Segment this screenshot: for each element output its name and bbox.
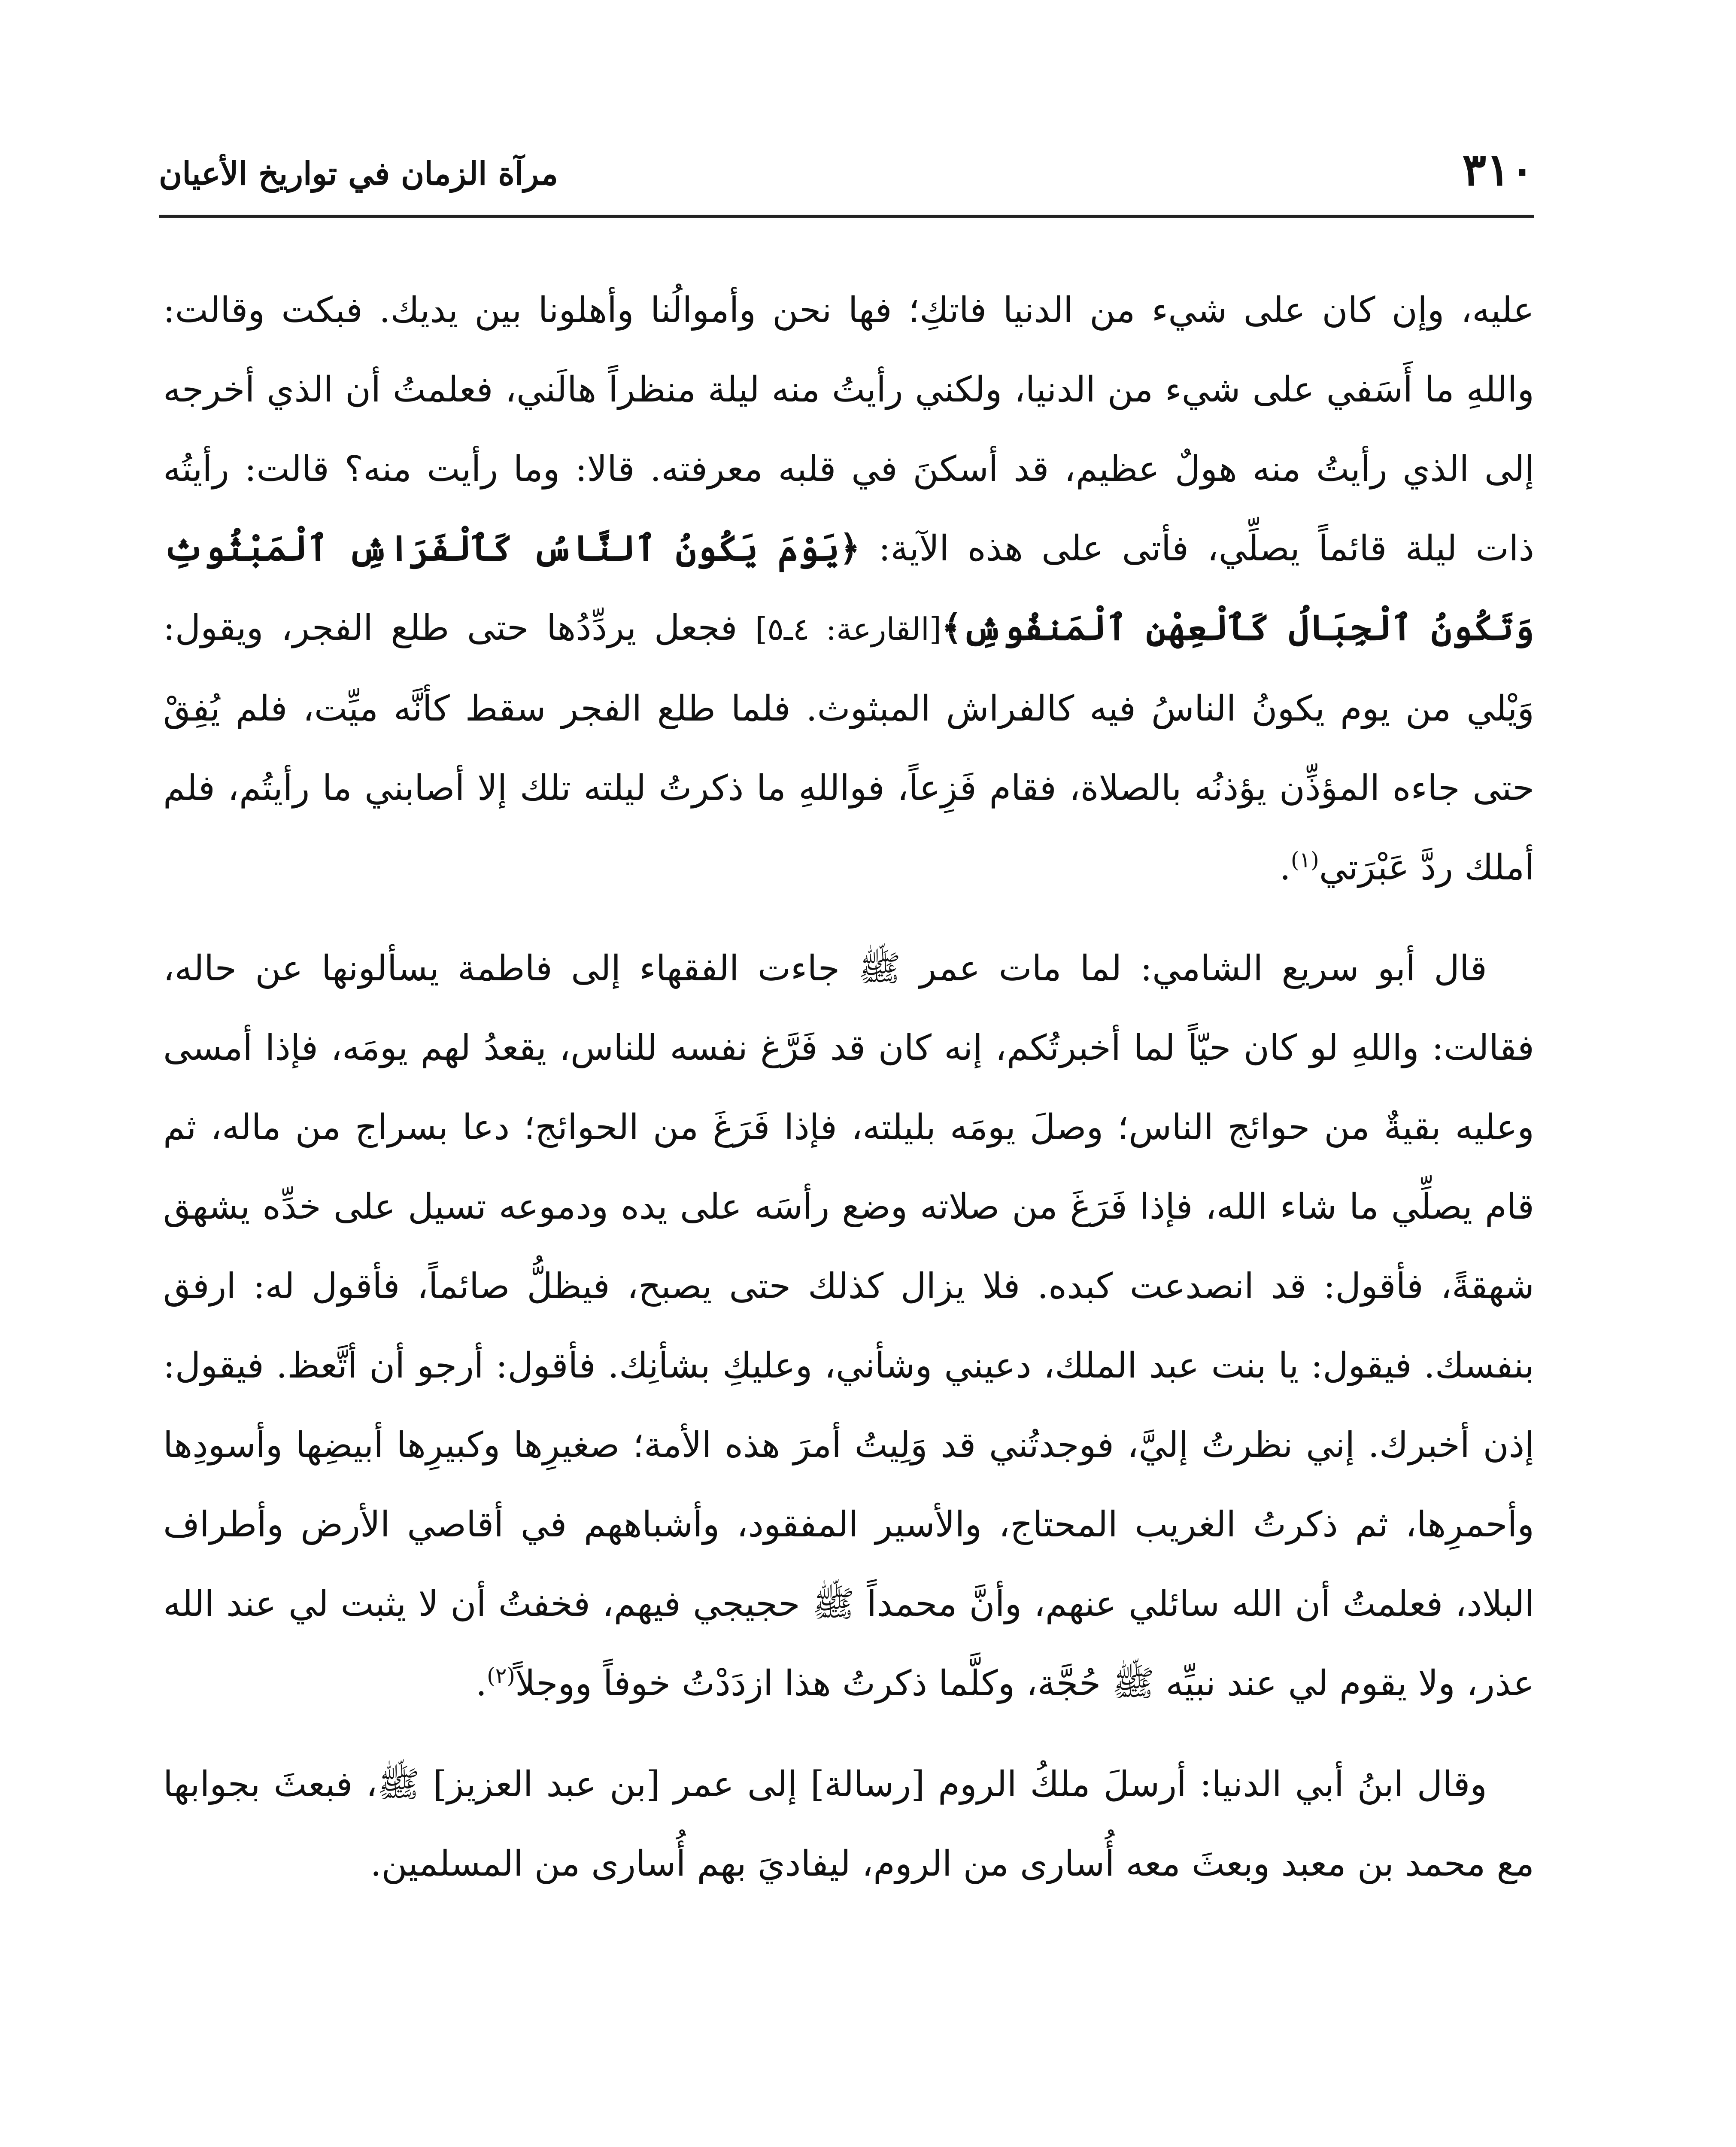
footnote-ref-1: (١) [1290, 847, 1319, 873]
main-text [163, 271, 1534, 1925]
running-title: مرآة الزمان في تواريخ الأعيان [159, 155, 558, 192]
paragraph-1-text-1: عليه، وإن كان على شيء من الدنيا فاتكِ؛ فها نحن وأموالُنا وأهلونا بين يديك. فبكت وقالت: واللهِ ما أَسَفي على شيء من الدنيا، ولكني رأيتُ منه ليلة منظراً هالَني، فعلمتُ أن الذي أخرجه إلى الذي رأيتُ منه هولٌ عظيم، قد أسكنَ في قلبه معرفته. قالا: وما رأيت منه؟ قالت: رأيتُه ذات ليلة قائماً يصلِّي، فأتى على هذه الآية: [163, 290, 1534, 569]
paragraph-2-text: قال أبو سريع الشامي: لما مات عمر ﷺ جاءت الفقهاء إلى فاطمة يسألونها عن حاله، فقالت: واللهِ لو كان حيّاً لما أخبرتُكم، إنه كان قد فَرَّغ نفسه للناس، يقعدُ لهم يومَه، فإذا أمسى وعليه بقيةٌ من حوائج الناس؛ وصلَ يومَه بليلته، فإذا فَرَغَ من الحوائج؛ دعا بسراج من ماله، ثم قام يصلِّي ما شاء الله، فإذا فَرَغَ من صلاته وضع رأسَه على يده ودموعه تسيل على خدِّه يشهق شهقةً، فأقول: قد انصدعت كبده. فلا يزال كذلك حتى يصبح، فيظلُّ صائماً، فأقول له: ارفق بنفسك. فيقول: يا بنت عبد الملك، دعيني وشأني، وعليكِ بشأنِك. فأقول: أرجو أن أتَّعظ. فيقول: إذن أخبرك. إني نظرتُ إليَّ، فوجدتُني قد وَلِيتُ أمرَ هذه الأمة؛ صغيرِها وكبيرِها أبيضِها وأسودِها وأحمرِها، ثم ذكرتُ الغريب المحتاج، والأسير المفقود، وأشباههم في أقاصي الأرض وأطراف البلاد، فعلمتُ أن الله سائلي عنهم، وأنَّ محمداً ﷺ حجيجي فيهم، فخفتُ أن لا يثبت لي عند الله عذر، ولا يقوم لي عند نبيِّه ﷺ حُجَّة، وكلَّما ذكرتُ هذا ازدَدْتُ خوفاً ووجلاً [163, 948, 1534, 1704]
page-header [159, 137, 1534, 210]
paragraph-3-text: وقال ابنُ أبي الدنيا: أرسلَ ملكُ الروم [رسالة] إلى عمر [بن عبد العزيز] ﷺ، فبعثَ بجوابها مع محمد بن معبد وبعثَ معه أُسارى من الروم، ليفاديَ بهم أُسارى من المسلمين. [163, 1764, 1534, 1884]
paragraph-2-end: . [476, 1663, 487, 1704]
paragraph-1-text-2: فجعل يردِّدُها حتى طلع الفجر، ويقول: وَيْلي من يوم يكونُ الناسُ فيه كالفراش المبثوث. فلما طلع الفجر سقط كأنَّه ميِّت، فلم يُفِقْ حتى جاءه المؤذِّن يؤذنُه بالصلاة، فقام فَزِعاً، فواللهِ ما ذكرتُ ليلته تلك إلا أصابني ما رأيتُم، فلم أملك ردَّ عَبْرَتي [163, 608, 1534, 888]
paragraph-3 [163, 1745, 1534, 1904]
quran-verse: ﴿يَوْمَ يَكُونُ ٱلنَّاسُ كَٱلْفَرَاشِ ٱلْمَبْثُوثِ وَتَكُونُ ٱلْجِبَالُ كَٱلْعِهْنِ ٱلْمَنفُوشِ﴾ [163, 528, 1534, 648]
footnote-ref-2: (٢) [487, 1663, 515, 1688]
paragraph-1-end: . [1279, 847, 1291, 888]
quran-citation: [القارعة: ٤ـ٥] [755, 611, 941, 647]
header-divider [159, 215, 1534, 218]
paragraph-1 [163, 271, 1534, 907]
page-number: ٣١٠ [1462, 143, 1534, 196]
paragraph-2 [163, 929, 1534, 1723]
